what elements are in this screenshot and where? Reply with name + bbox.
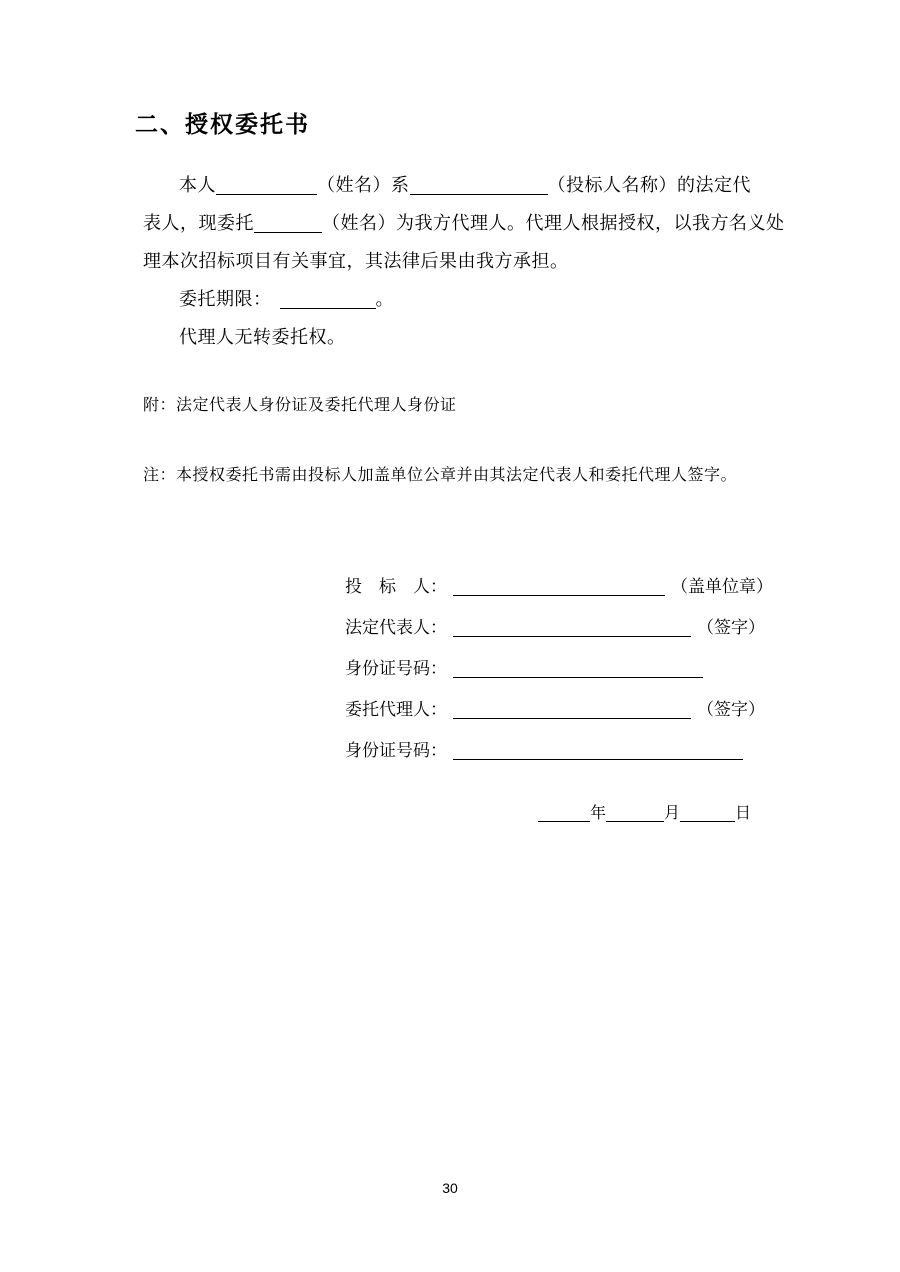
- signature-label: 法定代表人：: [345, 618, 447, 637]
- blank-field-agent-signature: [453, 706, 691, 719]
- blank-field-bidder-name: [410, 182, 548, 195]
- paragraph-text: 本人: [179, 175, 216, 195]
- signature-label: 委托代理人：: [345, 700, 447, 719]
- blank-field-id-number-2: [453, 747, 743, 760]
- paragraph-text: （姓名）为我方代理人。代理人根据授权，以我方名义处: [322, 213, 785, 233]
- signature-row-id-number-1: [345, 648, 773, 689]
- paragraph-text: 理本次招标项目有关事宜，其法律后果由我方承担。: [143, 251, 569, 271]
- blank-field-legal-rep-signature: [453, 624, 691, 637]
- signature-row-agent: [345, 689, 773, 730]
- signature-row-legal-rep: [345, 607, 773, 648]
- signature-suffix: （盖单位章）: [671, 577, 773, 596]
- blank-field-agent-name: [254, 220, 322, 233]
- entrust-term-period: 。: [375, 289, 394, 309]
- page-number: 30: [442, 1180, 458, 1196]
- date-month-label: 月: [664, 805, 681, 822]
- attachment-note: 附：法定代表人身份证及委托代理人身份证: [143, 397, 457, 414]
- blank-field-month: [606, 810, 664, 822]
- page-title: 二、授权委托书: [135, 111, 310, 137]
- blank-field-id-number-1: [453, 665, 703, 678]
- entrust-term-line: [143, 280, 793, 318]
- no-transfer-line: [143, 318, 793, 356]
- paragraph-line: [143, 204, 793, 242]
- signature-suffix: （签字）: [697, 618, 765, 637]
- blank-field-term: [280, 296, 376, 309]
- no-transfer-text: 代理人无转委托权。: [179, 327, 346, 347]
- entrust-term-label: 委托期限：: [179, 289, 272, 309]
- blank-field-day: [680, 810, 735, 822]
- signature-block: [345, 566, 773, 771]
- signature-label: 身份证号码：: [345, 741, 447, 760]
- signature-row-bidder: [345, 566, 773, 607]
- signature-note: 注：本授权委托书需由投标人加盖单位公章并由其法定代表人和委托代理人签字。: [143, 467, 738, 484]
- blank-field-bidder-signature: [453, 583, 665, 596]
- paragraph-text: （投标人名称）的法定代: [547, 175, 751, 195]
- date-day-label: 日: [735, 805, 752, 822]
- signature-label: 投 标 人：: [345, 577, 447, 596]
- paragraph-line: [143, 166, 793, 204]
- date-line: [538, 802, 751, 826]
- signature-row-id-number-2: [345, 730, 773, 771]
- signature-label: 身份证号码：: [345, 659, 447, 678]
- body-paragraph: [143, 166, 793, 356]
- paragraph-text: 表人，现委托: [143, 213, 254, 233]
- paragraph-line: [143, 242, 793, 280]
- paragraph-text: （姓名）系: [317, 175, 410, 195]
- blank-field-name: [216, 182, 317, 195]
- signature-suffix: （签字）: [697, 700, 765, 719]
- date-year-label: 年: [590, 805, 607, 822]
- blank-field-year: [538, 810, 590, 822]
